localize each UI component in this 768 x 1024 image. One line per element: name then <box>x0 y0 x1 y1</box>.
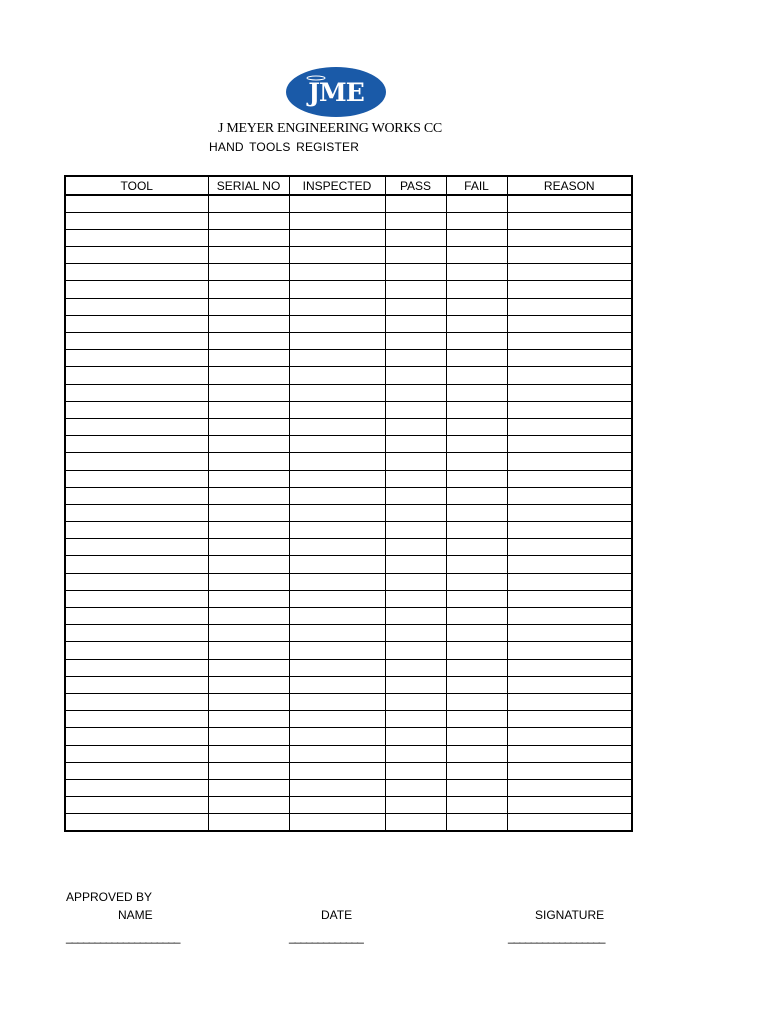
cell-fail[interactable] <box>446 401 507 418</box>
date-label: DATE <box>321 908 353 922</box>
document-title: HAND TOOLS REGISTER <box>209 140 360 154</box>
cell-serial-no[interactable] <box>208 745 289 762</box>
cell-pass[interactable] <box>385 470 446 487</box>
table-row <box>65 333 632 350</box>
cell-tool[interactable] <box>65 470 208 487</box>
cell-pass[interactable] <box>385 264 446 281</box>
cell-serial-no[interactable] <box>208 384 289 401</box>
cell-tool[interactable] <box>65 608 208 625</box>
cell-fail[interactable] <box>446 453 507 470</box>
cell-fail[interactable] <box>446 539 507 556</box>
cell-pass[interactable] <box>385 608 446 625</box>
cell-fail[interactable] <box>446 797 507 814</box>
cell-pass[interactable] <box>385 453 446 470</box>
cell-serial-no[interactable] <box>208 711 289 728</box>
table-row <box>65 745 632 762</box>
cell-fail[interactable] <box>446 418 507 435</box>
cell-pass[interactable] <box>385 504 446 521</box>
cell-pass[interactable] <box>385 556 446 573</box>
cell-inspected[interactable] <box>289 333 385 350</box>
table-row <box>65 350 632 367</box>
cell-fail[interactable] <box>446 298 507 315</box>
cell-serial-no[interactable] <box>208 229 289 246</box>
cell-pass[interactable] <box>385 659 446 676</box>
cell-reason[interactable] <box>507 745 632 762</box>
cell-reason[interactable] <box>507 401 632 418</box>
cell-reason[interactable] <box>507 470 632 487</box>
cell-fail[interactable] <box>446 504 507 521</box>
cell-serial-no[interactable] <box>208 418 289 435</box>
cell-serial-no[interactable] <box>208 728 289 745</box>
cell-reason[interactable] <box>507 281 632 298</box>
table-row <box>65 711 632 728</box>
cell-tool[interactable] <box>65 539 208 556</box>
name-label: NAME <box>118 908 153 922</box>
table-row <box>65 436 632 453</box>
cell-pass[interactable] <box>385 418 446 435</box>
cell-reason[interactable] <box>507 504 632 521</box>
cell-fail[interactable] <box>446 367 507 384</box>
table-row <box>65 814 632 831</box>
cell-inspected[interactable] <box>289 642 385 659</box>
cell-inspected[interactable] <box>289 350 385 367</box>
cell-serial-no[interactable] <box>208 573 289 590</box>
cell-inspected[interactable] <box>289 590 385 607</box>
cell-inspected[interactable] <box>289 401 385 418</box>
column-header-inspected: INSPECTED <box>289 176 385 195</box>
cell-fail[interactable] <box>446 556 507 573</box>
cell-fail[interactable] <box>446 676 507 693</box>
table-row <box>65 539 632 556</box>
table-row <box>65 229 632 246</box>
cell-tool[interactable] <box>65 384 208 401</box>
cell-inspected[interactable] <box>289 436 385 453</box>
cell-pass[interactable] <box>385 401 446 418</box>
cell-serial-no[interactable] <box>208 779 289 796</box>
cell-reason[interactable] <box>507 436 632 453</box>
logo-text: JME <box>308 78 364 107</box>
cell-serial-no[interactable] <box>208 556 289 573</box>
cell-tool[interactable] <box>65 590 208 607</box>
table-row <box>65 676 632 693</box>
cell-pass[interactable] <box>385 573 446 590</box>
cell-inspected[interactable] <box>289 745 385 762</box>
cell-inspected[interactable] <box>289 298 385 315</box>
cell-pass[interactable] <box>385 539 446 556</box>
cell-reason[interactable] <box>507 711 632 728</box>
cell-reason[interactable] <box>507 247 632 264</box>
cell-inspected[interactable] <box>289 229 385 246</box>
cell-serial-no[interactable] <box>208 333 289 350</box>
cell-tool[interactable] <box>65 436 208 453</box>
cell-pass[interactable] <box>385 522 446 539</box>
cell-pass[interactable] <box>385 728 446 745</box>
cell-tool[interactable] <box>65 333 208 350</box>
cell-tool[interactable] <box>65 693 208 710</box>
cell-reason[interactable] <box>507 315 632 332</box>
cell-fail[interactable] <box>446 264 507 281</box>
cell-pass[interactable] <box>385 779 446 796</box>
cell-serial-no[interactable] <box>208 298 289 315</box>
cell-inspected[interactable] <box>289 212 385 229</box>
cell-pass[interactable] <box>385 333 446 350</box>
cell-reason[interactable] <box>507 350 632 367</box>
cell-tool[interactable] <box>65 814 208 831</box>
cell-fail[interactable] <box>446 350 507 367</box>
cell-serial-no[interactable] <box>208 608 289 625</box>
cell-reason[interactable] <box>507 659 632 676</box>
cell-reason[interactable] <box>507 797 632 814</box>
cell-tool[interactable] <box>65 487 208 504</box>
cell-inspected[interactable] <box>289 608 385 625</box>
table-row <box>65 522 632 539</box>
cell-tool[interactable] <box>65 195 208 212</box>
cell-inspected[interactable] <box>289 573 385 590</box>
cell-pass[interactable] <box>385 212 446 229</box>
table-row <box>65 418 632 435</box>
cell-serial-no[interactable] <box>208 367 289 384</box>
cell-tool[interactable] <box>65 350 208 367</box>
jme-logo <box>286 67 386 117</box>
cell-pass[interactable] <box>385 229 446 246</box>
cell-reason[interactable] <box>507 573 632 590</box>
cell-tool[interactable] <box>65 401 208 418</box>
table-row <box>65 797 632 814</box>
cell-tool[interactable] <box>65 504 208 521</box>
table-row <box>65 487 632 504</box>
cell-serial-no[interactable] <box>208 659 289 676</box>
cell-serial-no[interactable] <box>208 247 289 264</box>
cell-serial-no[interactable] <box>208 590 289 607</box>
cell-reason[interactable] <box>507 625 632 642</box>
table-row <box>65 573 632 590</box>
signature-label: SIGNATURE <box>535 908 605 922</box>
date-line[interactable]: _____________ <box>289 930 363 944</box>
table-row <box>65 728 632 745</box>
cell-reason[interactable] <box>507 212 632 229</box>
cell-fail[interactable] <box>446 487 507 504</box>
hand-tools-register-table <box>64 175 633 832</box>
table-row <box>65 504 632 521</box>
cell-reason[interactable] <box>507 762 632 779</box>
cell-inspected[interactable] <box>289 762 385 779</box>
table-row <box>65 762 632 779</box>
cell-inspected[interactable] <box>289 676 385 693</box>
cell-tool[interactable] <box>65 556 208 573</box>
cell-inspected[interactable] <box>289 659 385 676</box>
table-header-row <box>65 176 632 195</box>
cell-pass[interactable] <box>385 298 446 315</box>
table-row <box>65 590 632 607</box>
cell-serial-no[interactable] <box>208 350 289 367</box>
cell-fail[interactable] <box>446 229 507 246</box>
cell-inspected[interactable] <box>289 453 385 470</box>
cell-tool[interactable] <box>65 264 208 281</box>
cell-pass[interactable] <box>385 487 446 504</box>
cell-fail[interactable] <box>446 779 507 796</box>
cell-fail[interactable] <box>446 195 507 212</box>
cell-pass[interactable] <box>385 762 446 779</box>
cell-serial-no[interactable] <box>208 797 289 814</box>
table-row <box>65 195 632 212</box>
cell-reason[interactable] <box>507 298 632 315</box>
cell-fail[interactable] <box>446 212 507 229</box>
cell-fail[interactable] <box>446 384 507 401</box>
cell-reason[interactable] <box>507 522 632 539</box>
table-row <box>65 779 632 796</box>
cell-serial-no[interactable] <box>208 281 289 298</box>
cell-pass[interactable] <box>385 590 446 607</box>
cell-inspected[interactable] <box>289 539 385 556</box>
cell-fail[interactable] <box>446 814 507 831</box>
cell-inspected[interactable] <box>289 711 385 728</box>
cell-inspected[interactable] <box>289 814 385 831</box>
name-line[interactable]: ____________________ <box>66 930 180 944</box>
cell-serial-no[interactable] <box>208 195 289 212</box>
cell-tool[interactable] <box>65 298 208 315</box>
cell-pass[interactable] <box>385 642 446 659</box>
cell-pass[interactable] <box>385 367 446 384</box>
cell-fail[interactable] <box>446 522 507 539</box>
table-row <box>65 625 632 642</box>
cell-fail[interactable] <box>446 642 507 659</box>
cell-inspected[interactable] <box>289 418 385 435</box>
table-row <box>65 642 632 659</box>
table-row <box>65 247 632 264</box>
cell-tool[interactable] <box>65 711 208 728</box>
cell-fail[interactable] <box>446 625 507 642</box>
cell-pass[interactable] <box>385 711 446 728</box>
cell-tool[interactable] <box>65 625 208 642</box>
cell-fail[interactable] <box>446 281 507 298</box>
cell-tool[interactable] <box>65 212 208 229</box>
cell-tool[interactable] <box>65 745 208 762</box>
cell-inspected[interactable] <box>289 384 385 401</box>
table-row <box>65 556 632 573</box>
cell-tool[interactable] <box>65 642 208 659</box>
cell-tool[interactable] <box>65 281 208 298</box>
cell-reason[interactable] <box>507 333 632 350</box>
cell-inspected[interactable] <box>289 247 385 264</box>
column-header-fail: FAIL <box>446 176 507 195</box>
cell-fail[interactable] <box>446 573 507 590</box>
cell-serial-no[interactable] <box>208 401 289 418</box>
cell-tool[interactable] <box>65 573 208 590</box>
cell-fail[interactable] <box>446 762 507 779</box>
cell-serial-no[interactable] <box>208 264 289 281</box>
cell-serial-no[interactable] <box>208 315 289 332</box>
table-row <box>65 315 632 332</box>
cell-fail[interactable] <box>446 711 507 728</box>
cell-inspected[interactable] <box>289 315 385 332</box>
column-header-tool: TOOL <box>65 176 208 195</box>
cell-tool[interactable] <box>65 315 208 332</box>
cell-tool[interactable] <box>65 418 208 435</box>
cell-reason[interactable] <box>507 642 632 659</box>
cell-inspected[interactable] <box>289 470 385 487</box>
cell-serial-no[interactable] <box>208 539 289 556</box>
cell-serial-no[interactable] <box>208 693 289 710</box>
cell-serial-no[interactable] <box>208 487 289 504</box>
cell-serial-no[interactable] <box>208 625 289 642</box>
cell-pass[interactable] <box>385 247 446 264</box>
column-header-reason: REASON <box>507 176 632 195</box>
cell-reason[interactable] <box>507 367 632 384</box>
cell-reason[interactable] <box>507 590 632 607</box>
cell-fail[interactable] <box>446 333 507 350</box>
cell-inspected[interactable] <box>289 693 385 710</box>
cell-pass[interactable] <box>385 693 446 710</box>
table-row <box>65 608 632 625</box>
cell-serial-no[interactable] <box>208 453 289 470</box>
table-row <box>65 264 632 281</box>
cell-reason[interactable] <box>507 693 632 710</box>
cell-serial-no[interactable] <box>208 504 289 521</box>
cell-fail[interactable] <box>446 436 507 453</box>
cell-pass[interactable] <box>385 625 446 642</box>
cell-reason[interactable] <box>507 728 632 745</box>
cell-pass[interactable] <box>385 814 446 831</box>
cell-inspected[interactable] <box>289 522 385 539</box>
cell-tool[interactable] <box>65 659 208 676</box>
cell-inspected[interactable] <box>289 367 385 384</box>
cell-pass[interactable] <box>385 384 446 401</box>
cell-inspected[interactable] <box>289 195 385 212</box>
cell-tool[interactable] <box>65 229 208 246</box>
table-row <box>65 470 632 487</box>
table-row <box>65 693 632 710</box>
cell-serial-no[interactable] <box>208 762 289 779</box>
table-row <box>65 281 632 298</box>
cell-fail[interactable] <box>446 693 507 710</box>
cell-reason[interactable] <box>507 539 632 556</box>
cell-reason[interactable] <box>507 779 632 796</box>
cell-reason[interactable] <box>507 556 632 573</box>
cell-serial-no[interactable] <box>208 814 289 831</box>
cell-serial-no[interactable] <box>208 212 289 229</box>
cell-inspected[interactable] <box>289 779 385 796</box>
cell-fail[interactable] <box>446 247 507 264</box>
table-row <box>65 367 632 384</box>
cell-inspected[interactable] <box>289 625 385 642</box>
cell-pass[interactable] <box>385 745 446 762</box>
company-name: J MEYER ENGINEERING WORKS CC <box>218 121 442 136</box>
cell-pass[interactable] <box>385 797 446 814</box>
cell-serial-no[interactable] <box>208 470 289 487</box>
cell-tool[interactable] <box>65 367 208 384</box>
cell-reason[interactable] <box>507 676 632 693</box>
signature-line[interactable]: _________________ <box>508 930 605 944</box>
cell-tool[interactable] <box>65 247 208 264</box>
cell-tool[interactable] <box>65 522 208 539</box>
cell-fail[interactable] <box>446 590 507 607</box>
column-header-serial-no: SERIAL NO <box>208 176 289 195</box>
cell-inspected[interactable] <box>289 797 385 814</box>
cell-pass[interactable] <box>385 195 446 212</box>
cell-serial-no[interactable] <box>208 522 289 539</box>
cell-serial-no[interactable] <box>208 676 289 693</box>
table-row <box>65 659 632 676</box>
cell-tool[interactable] <box>65 676 208 693</box>
column-header-pass: PASS <box>385 176 446 195</box>
cell-reason[interactable] <box>507 264 632 281</box>
cell-inspected[interactable] <box>289 264 385 281</box>
cell-tool[interactable] <box>65 779 208 796</box>
cell-fail[interactable] <box>446 470 507 487</box>
cell-serial-no[interactable] <box>208 436 289 453</box>
table-row <box>65 212 632 229</box>
approved-by-label: APPROVED BY <box>66 890 153 904</box>
cell-reason[interactable] <box>507 418 632 435</box>
cell-inspected[interactable] <box>289 728 385 745</box>
cell-tool[interactable] <box>65 453 208 470</box>
cell-inspected[interactable] <box>289 281 385 298</box>
cell-tool[interactable] <box>65 797 208 814</box>
cell-inspected[interactable] <box>289 487 385 504</box>
cell-reason[interactable] <box>507 487 632 504</box>
table-row <box>65 384 632 401</box>
cell-reason[interactable] <box>507 229 632 246</box>
cell-reason[interactable] <box>507 608 632 625</box>
cell-fail[interactable] <box>446 659 507 676</box>
table-row <box>65 453 632 470</box>
cell-pass[interactable] <box>385 350 446 367</box>
cell-fail[interactable] <box>446 745 507 762</box>
cell-reason[interactable] <box>507 814 632 831</box>
cell-tool[interactable] <box>65 762 208 779</box>
cell-fail[interactable] <box>446 608 507 625</box>
cell-fail[interactable] <box>446 728 507 745</box>
cell-reason[interactable] <box>507 453 632 470</box>
cell-tool[interactable] <box>65 728 208 745</box>
cell-fail[interactable] <box>446 315 507 332</box>
table-row <box>65 401 632 418</box>
cell-inspected[interactable] <box>289 504 385 521</box>
cell-reason[interactable] <box>507 195 632 212</box>
cell-pass[interactable] <box>385 315 446 332</box>
cell-serial-no[interactable] <box>208 642 289 659</box>
cell-pass[interactable] <box>385 281 446 298</box>
cell-pass[interactable] <box>385 436 446 453</box>
cell-pass[interactable] <box>385 676 446 693</box>
table-row <box>65 298 632 315</box>
table-body <box>65 195 632 831</box>
cell-inspected[interactable] <box>289 556 385 573</box>
cell-reason[interactable] <box>507 384 632 401</box>
